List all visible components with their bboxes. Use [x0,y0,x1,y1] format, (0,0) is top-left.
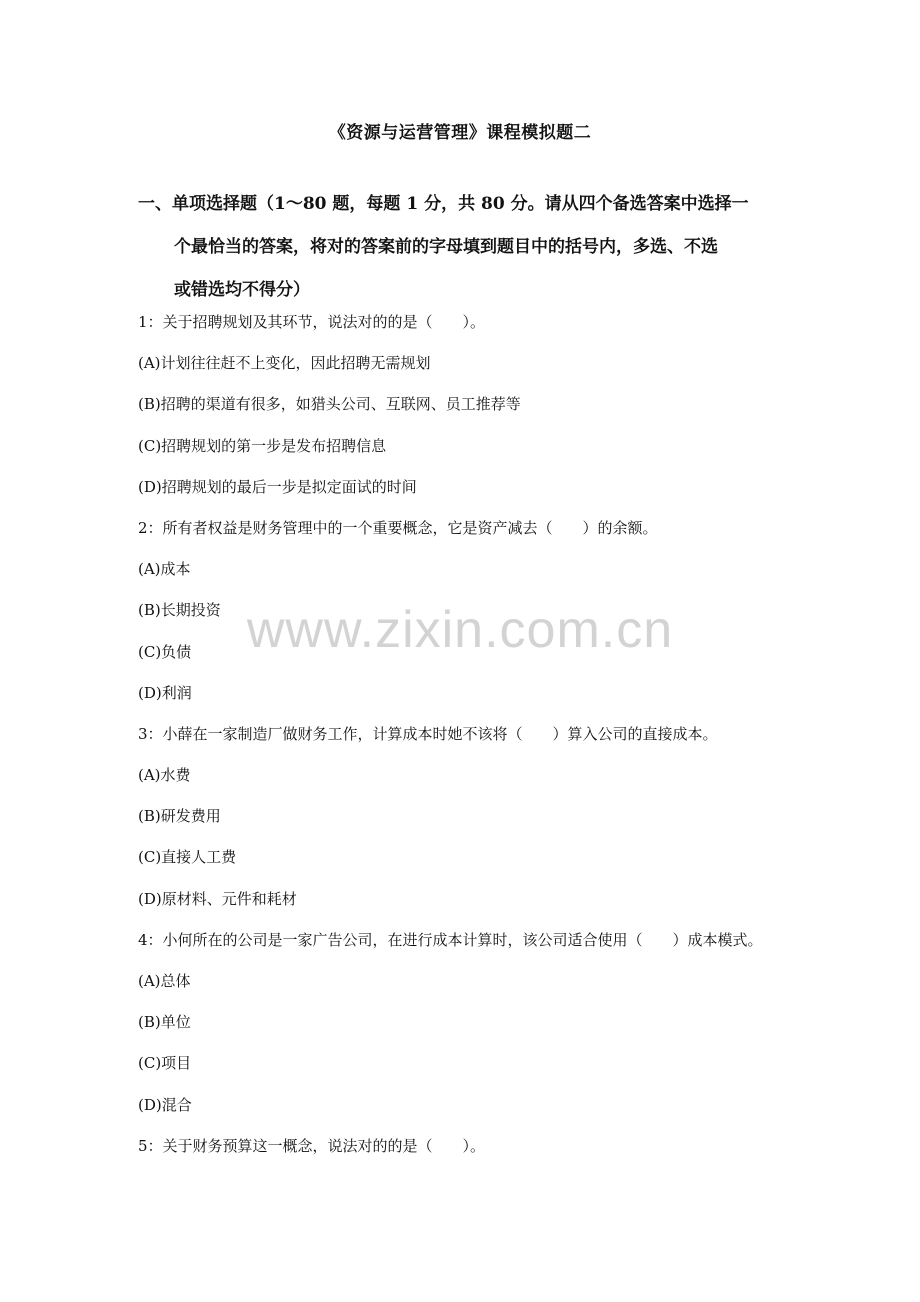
question-4-stem: 4：小何所在的公司是一家广告公司，在进行成本计算时，该公司适合使用（ ）成本模式。 [138,930,763,949]
question-2-option-c: (C)负债 [138,642,192,661]
question-1-option-d: (D)招聘规划的最后一步是拟定面试的时间 [138,477,417,496]
question-4-option-d: (D)混合 [138,1095,192,1114]
question-1-stem: 1：关于招聘规划及其环节，说法对的的是（ ）。 [138,313,486,331]
watermark: www.zixin.com.cn [246,601,674,659]
question-3-option-a: (A)水费 [138,766,191,785]
section-heading [138,183,788,312]
section-heading-line-3: 或错选均不得分） [174,280,310,300]
question-5-stem: 5：关于财务预算这一概念，说法对的的是（ ）。 [138,1136,486,1155]
question-4-option-b: (B)单位 [138,1013,191,1032]
section-heading-line-1: 一、单项选择题（1～80 题，每题 1 分，共 80 分。请从四个备选答案中选择一 [138,194,749,214]
question-2-option-d: (D)利润 [138,683,192,702]
question-1-option-c: (C)招聘规划的第一步是发布招聘信息 [138,436,387,455]
question-4-option-c: (C)项目 [138,1054,192,1073]
question-3-option-b: (B)研发费用 [138,807,221,826]
section-heading-line-2: 个最恰当的答案，将对的答案前的字母填到题目中的括号内，多选、不选 [174,237,718,257]
question-2-option-a: (A)成本 [138,560,191,579]
question-3-option-d: (D)原材料、元件和耗材 [138,889,297,908]
question-2-option-b: (B)长期投资 [138,601,221,620]
question-1-option-a: (A)计划往往赶不上变化，因此招聘无需规划 [138,354,431,373]
document-title: 《资源与运营管理》课程模拟题二 [328,123,592,143]
question-3-stem: 3：小薛在一家制造厂做财务工作，计算成本时她不该将（ ）算入公司的直接成本。 [138,724,718,743]
question-1-option-b: (B)招聘的渠道有很多，如猎头公司、互联网、员工推荐等 [138,395,521,414]
question-2-stem: 2：所有者权益是财务管理中的一个重要概念，它是资产减去（ ）的余额。 [138,518,658,537]
question-list [138,308,818,1173]
question-3-option-c: (C)直接人工费 [138,848,237,867]
question-4-option-a: (A)总体 [138,972,191,990]
